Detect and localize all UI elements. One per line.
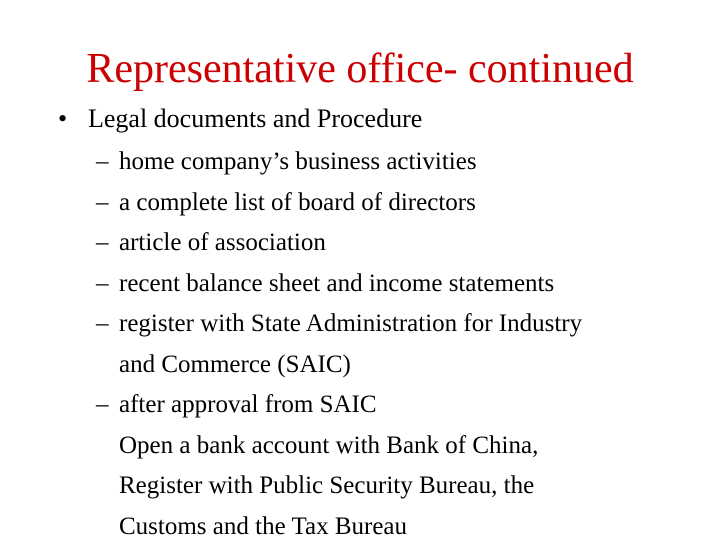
slide-title: Representative office- continued	[0, 44, 720, 94]
dash-icon: –	[96, 183, 109, 224]
list-item	[96, 385, 582, 547]
dash-icon: –	[96, 385, 109, 426]
list-item-continuation: Register with Public Security Bureau, the	[119, 466, 582, 507]
list-item-text: article of association	[119, 223, 582, 264]
list-item-text: home company’s business activities	[119, 142, 582, 183]
list-item-text: after approval from SAIC	[119, 385, 582, 426]
list-item	[96, 223, 582, 264]
list-item-text: a complete list of board of directors	[119, 183, 582, 224]
dash-icon: –	[96, 142, 109, 183]
main-bullet	[58, 102, 422, 136]
dash-icon: –	[96, 304, 109, 345]
sub-bullet-list	[96, 142, 582, 547]
bullet-icon: •	[58, 102, 88, 136]
list-item-text: recent balance sheet and income statements	[119, 264, 582, 305]
dash-icon: –	[96, 264, 109, 305]
dash-icon: –	[96, 223, 109, 264]
list-item	[96, 142, 582, 183]
list-item	[96, 264, 582, 305]
list-item	[96, 183, 582, 224]
list-item-continuation: Open a bank account with Bank of China,	[119, 426, 582, 467]
list-item-text: register with State Administration for Industry	[119, 304, 582, 345]
main-bullet-text: Legal documents and Procedure	[88, 104, 422, 133]
list-item-continuation: Customs and the Tax Bureau	[119, 507, 582, 547]
list-item	[96, 304, 582, 385]
list-item-continuation: and Commerce (SAIC)	[119, 345, 582, 386]
